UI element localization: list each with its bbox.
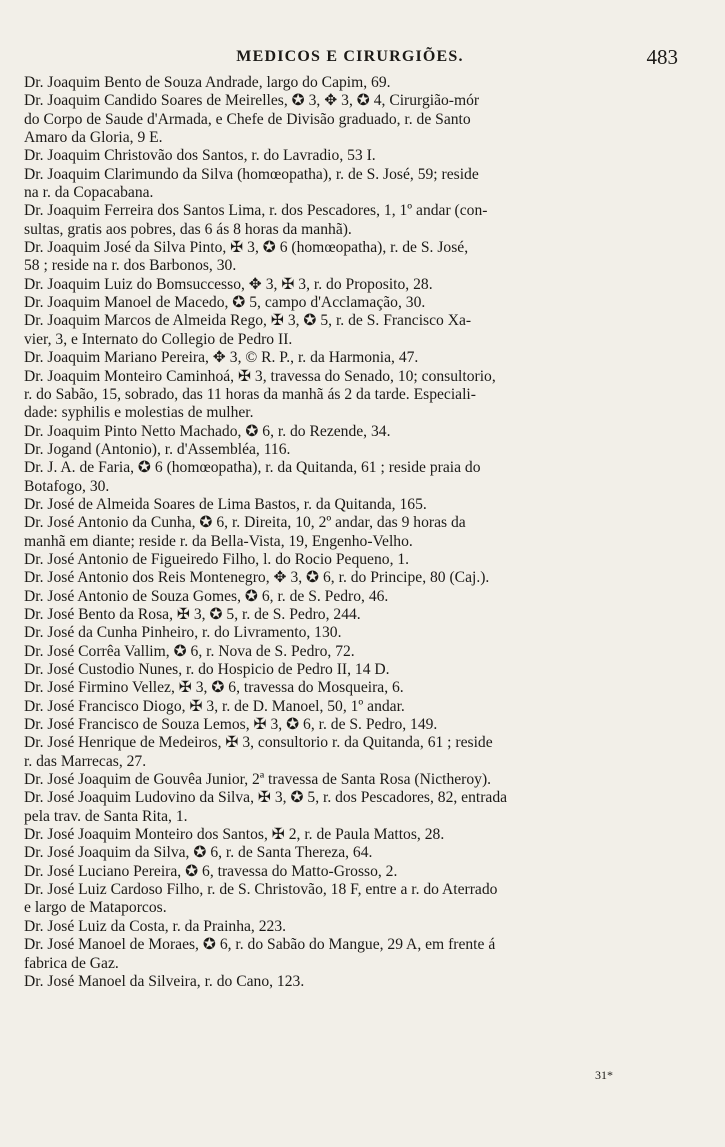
directory-entry — [24, 771, 674, 789]
entry-line: dade: syphilis e molestias de mulher. — [24, 404, 254, 422]
directory-entry — [24, 239, 674, 276]
entry-line: Botafogo, 30. — [24, 477, 110, 495]
entry-line: Dr. Jogand (Antonio), r. d'Assembléa, 116. — [24, 440, 291, 458]
directory-entry — [24, 294, 674, 312]
directory-entry — [24, 588, 674, 606]
directory-entry — [24, 202, 674, 239]
entry-line: Dr. José Antonio de Figueiredo Filho, l. do Rocio Pequeno, 1. — [24, 550, 410, 568]
entry-line: Dr. Joaquim Christovão dos Santos, r. do Lavradio, 53 I. — [24, 147, 376, 165]
directory-entry — [24, 312, 674, 349]
entry-line: Dr. Joaquim Marcos de Almeida Rego, ✠ 3, ✪ 5, r. de S. Francisco Xa- — [24, 312, 472, 330]
entry-line: Dr. José Luiz da Costa, r. da Prainha, 223. — [24, 917, 287, 935]
entry-line: Dr. José da Cunha Pinheiro, r. do Livramento, 130. — [24, 624, 342, 642]
directory-entry — [24, 147, 674, 165]
entry-line: Dr. José Francisco Diogo, ✠ 3, r. de D. Manoel, 50, 1º andar. — [24, 697, 405, 715]
directory-entry — [24, 276, 674, 294]
entry-line: Dr. Joaquim Clarimundo da Silva (homœopatha), r. de S. José, 59; reside — [24, 165, 479, 183]
entry-line: pela trav. de Santa Rita, 1. — [24, 807, 188, 825]
directory-entry — [24, 569, 674, 587]
entry-line: sultas, gratis aos pobres, das 6 ás 8 horas da manhã). — [24, 220, 352, 238]
directory-entry — [24, 423, 674, 441]
entry-line: Dr. Joaquim Monteiro Caminhoá, ✠ 3, travessa do Senado, 10; consultorio, — [24, 367, 496, 385]
directory-entry — [24, 92, 674, 147]
entry-line: Dr. Joaquim Pinto Netto Machado, ✪ 6, r. do Rezende, 34. — [24, 422, 391, 440]
directory-entry — [24, 679, 674, 697]
directory-entry — [24, 459, 674, 496]
entry-line: Dr. José Joaquim de Gouvêa Junior, 2ª travessa de Santa Rosa (Nictheroy). — [24, 771, 492, 789]
entry-line: Dr. Joaquim Mariano Pereira, ✥ 3, © R. P., r. da Harmonia, 47. — [24, 349, 419, 367]
entry-line: Dr. Joaquim Candido Soares de Meirelles, ✪ 3, ✥ 3, ✪ 4, Cirurgião-mór — [24, 92, 480, 110]
signature-mark: 31* — [595, 1068, 613, 1082]
directory-entry — [24, 441, 674, 459]
page-number: 483 — [646, 45, 678, 69]
directory-entry — [24, 166, 674, 203]
directory-entry — [24, 368, 674, 423]
directory-entry — [24, 74, 674, 92]
directory-entry — [24, 514, 674, 551]
entry-list — [24, 74, 674, 991]
directory-entry — [24, 661, 674, 679]
entry-line: Dr. Joaquim Bento de Souza Andrade, largo do Capim, 69. — [24, 74, 391, 91]
entry-line: r. das Marrecas, 27. — [24, 752, 147, 770]
entry-line: Dr. Joaquim José da Silva Pinto, ✠ 3, ✪ 6 (homœopatha), r. de S. José, — [24, 239, 469, 257]
entry-line: Dr. José Joaquim da Silva, ✪ 6, r. de Santa Thereza, 64. — [24, 844, 373, 862]
entry-line: 58 ; reside na r. dos Barbonos, 30. — [24, 257, 237, 275]
entry-line: Dr. Joaquim Luiz do Bomsuccesso, ✥ 3, ✠ 3, r. do Proposito, 28. — [24, 275, 433, 293]
entry-line: Dr. José Bento da Rosa, ✠ 3, ✪ 5, r. de S. Pedro, 244. — [24, 605, 361, 623]
directory-entry — [24, 826, 674, 844]
entry-line: Amaro da Gloria, 9 E. — [24, 129, 163, 147]
directory-entry — [24, 551, 674, 569]
directory-entry — [24, 918, 674, 936]
section-title: MEDICOS E CIRURGIÕES. — [236, 48, 464, 65]
entry-line: e largo de Mataporcos. — [24, 899, 167, 917]
entry-line: do Corpo de Saude d'Armada, e Chefe de Divisão graduado, r. de Santo — [24, 110, 471, 128]
directory-entry — [24, 624, 674, 642]
entry-line: Dr. José Firmino Vellez, ✠ 3, ✪ 6, travessa do Mosqueira, 6. — [24, 679, 404, 697]
entry-line: Dr. José Corrêa Vallim, ✪ 6, r. Nova de S. Pedro, 72. — [24, 642, 355, 660]
directory-entry — [24, 973, 674, 991]
entry-line: Dr. J. A. de Faria, ✪ 6 (homœopatha), r. da Quitanda, 61 ; reside praia do — [24, 459, 481, 477]
directory-entry — [24, 881, 674, 918]
entry-line: Dr. José Francisco de Souza Lemos, ✠ 3, ✪ 6, r. de S. Pedro, 149. — [24, 716, 438, 734]
entry-line: na r. da Copacabana. — [24, 184, 154, 202]
entry-line: Dr. José Antonio dos Reis Montenegro, ✥ 3, ✪ 6, r. do Principe, 80 (Caj.). — [24, 569, 490, 587]
entry-line: Dr. José Luiz Cardoso Filho, r. de S. Christovão, 18 F, entre a r. do Aterrado — [24, 881, 498, 899]
entry-line: r. do Sabão, 15, sobrado, das 11 horas da manhã ás 2 da tarde. Especiali- — [24, 385, 476, 403]
entry-line: Dr. José Joaquim Ludovino da Silva, ✠ 3, ✪ 5, r. dos Pescadores, 82, entrada — [24, 789, 508, 807]
directory-entry — [24, 789, 674, 826]
entry-line: Dr. Joaquim Ferreira dos Santos Lima, r. dos Pescadores, 1, 1º andar (con- — [24, 202, 488, 220]
entry-line: Dr. José Antonio da Cunha, ✪ 6, r. Direita, 10, 2º andar, das 9 horas da — [24, 514, 466, 532]
entry-line: Dr. José Joaquim Monteiro dos Santos, ✠ 2, r. de Paula Mattos, 28. — [24, 826, 445, 844]
entry-line: Dr. José Antonio de Souza Gomes, ✪ 6, r. de S. Pedro, 46. — [24, 587, 389, 605]
entry-line: Dr. José Henrique de Medeiros, ✠ 3, consultorio r. da Quitanda, 61 ; reside — [24, 734, 493, 752]
entry-line: Dr. Joaquim Manoel de Macedo, ✪ 5, campo d'Acclamação, 30. — [24, 294, 426, 312]
directory-entry — [24, 643, 674, 661]
entry-line: Dr. José Luciano Pereira, ✪ 6, travessa do Matto-Grosso, 2. — [24, 862, 398, 880]
entry-line: Dr. José de Almeida Soares de Lima Bastos, r. da Quitanda, 165. — [24, 495, 427, 513]
directory-entry — [24, 716, 674, 734]
directory-entry — [24, 863, 674, 881]
entry-line: Dr. José Custodio Nunes, r. do Hospicio de Pedro II, 14 D. — [24, 661, 390, 678]
entry-line: vier, 3, e Internato do Collegio de Pedro II. — [24, 330, 293, 348]
entry-line: fabrica de Gaz. — [24, 954, 119, 972]
directory-entry — [24, 844, 674, 862]
page-header — [30, 45, 678, 72]
directory-entry — [24, 496, 674, 514]
directory-entry — [24, 936, 674, 973]
entry-line: Dr. José Manoel da Silveira, r. do Cano, 123. — [24, 972, 305, 990]
directory-entry — [24, 734, 674, 771]
entry-line: Dr. José Manoel de Moraes, ✪ 6, r. do Sabão do Mangue, 29 A, em frente á — [24, 936, 496, 954]
entry-line: manhã em diante; reside r. da Bella-Vista, 19, Engenho-Velho. — [24, 532, 413, 550]
directory-entry — [24, 606, 674, 624]
directory-entry — [24, 698, 674, 716]
directory-entry — [24, 349, 674, 367]
